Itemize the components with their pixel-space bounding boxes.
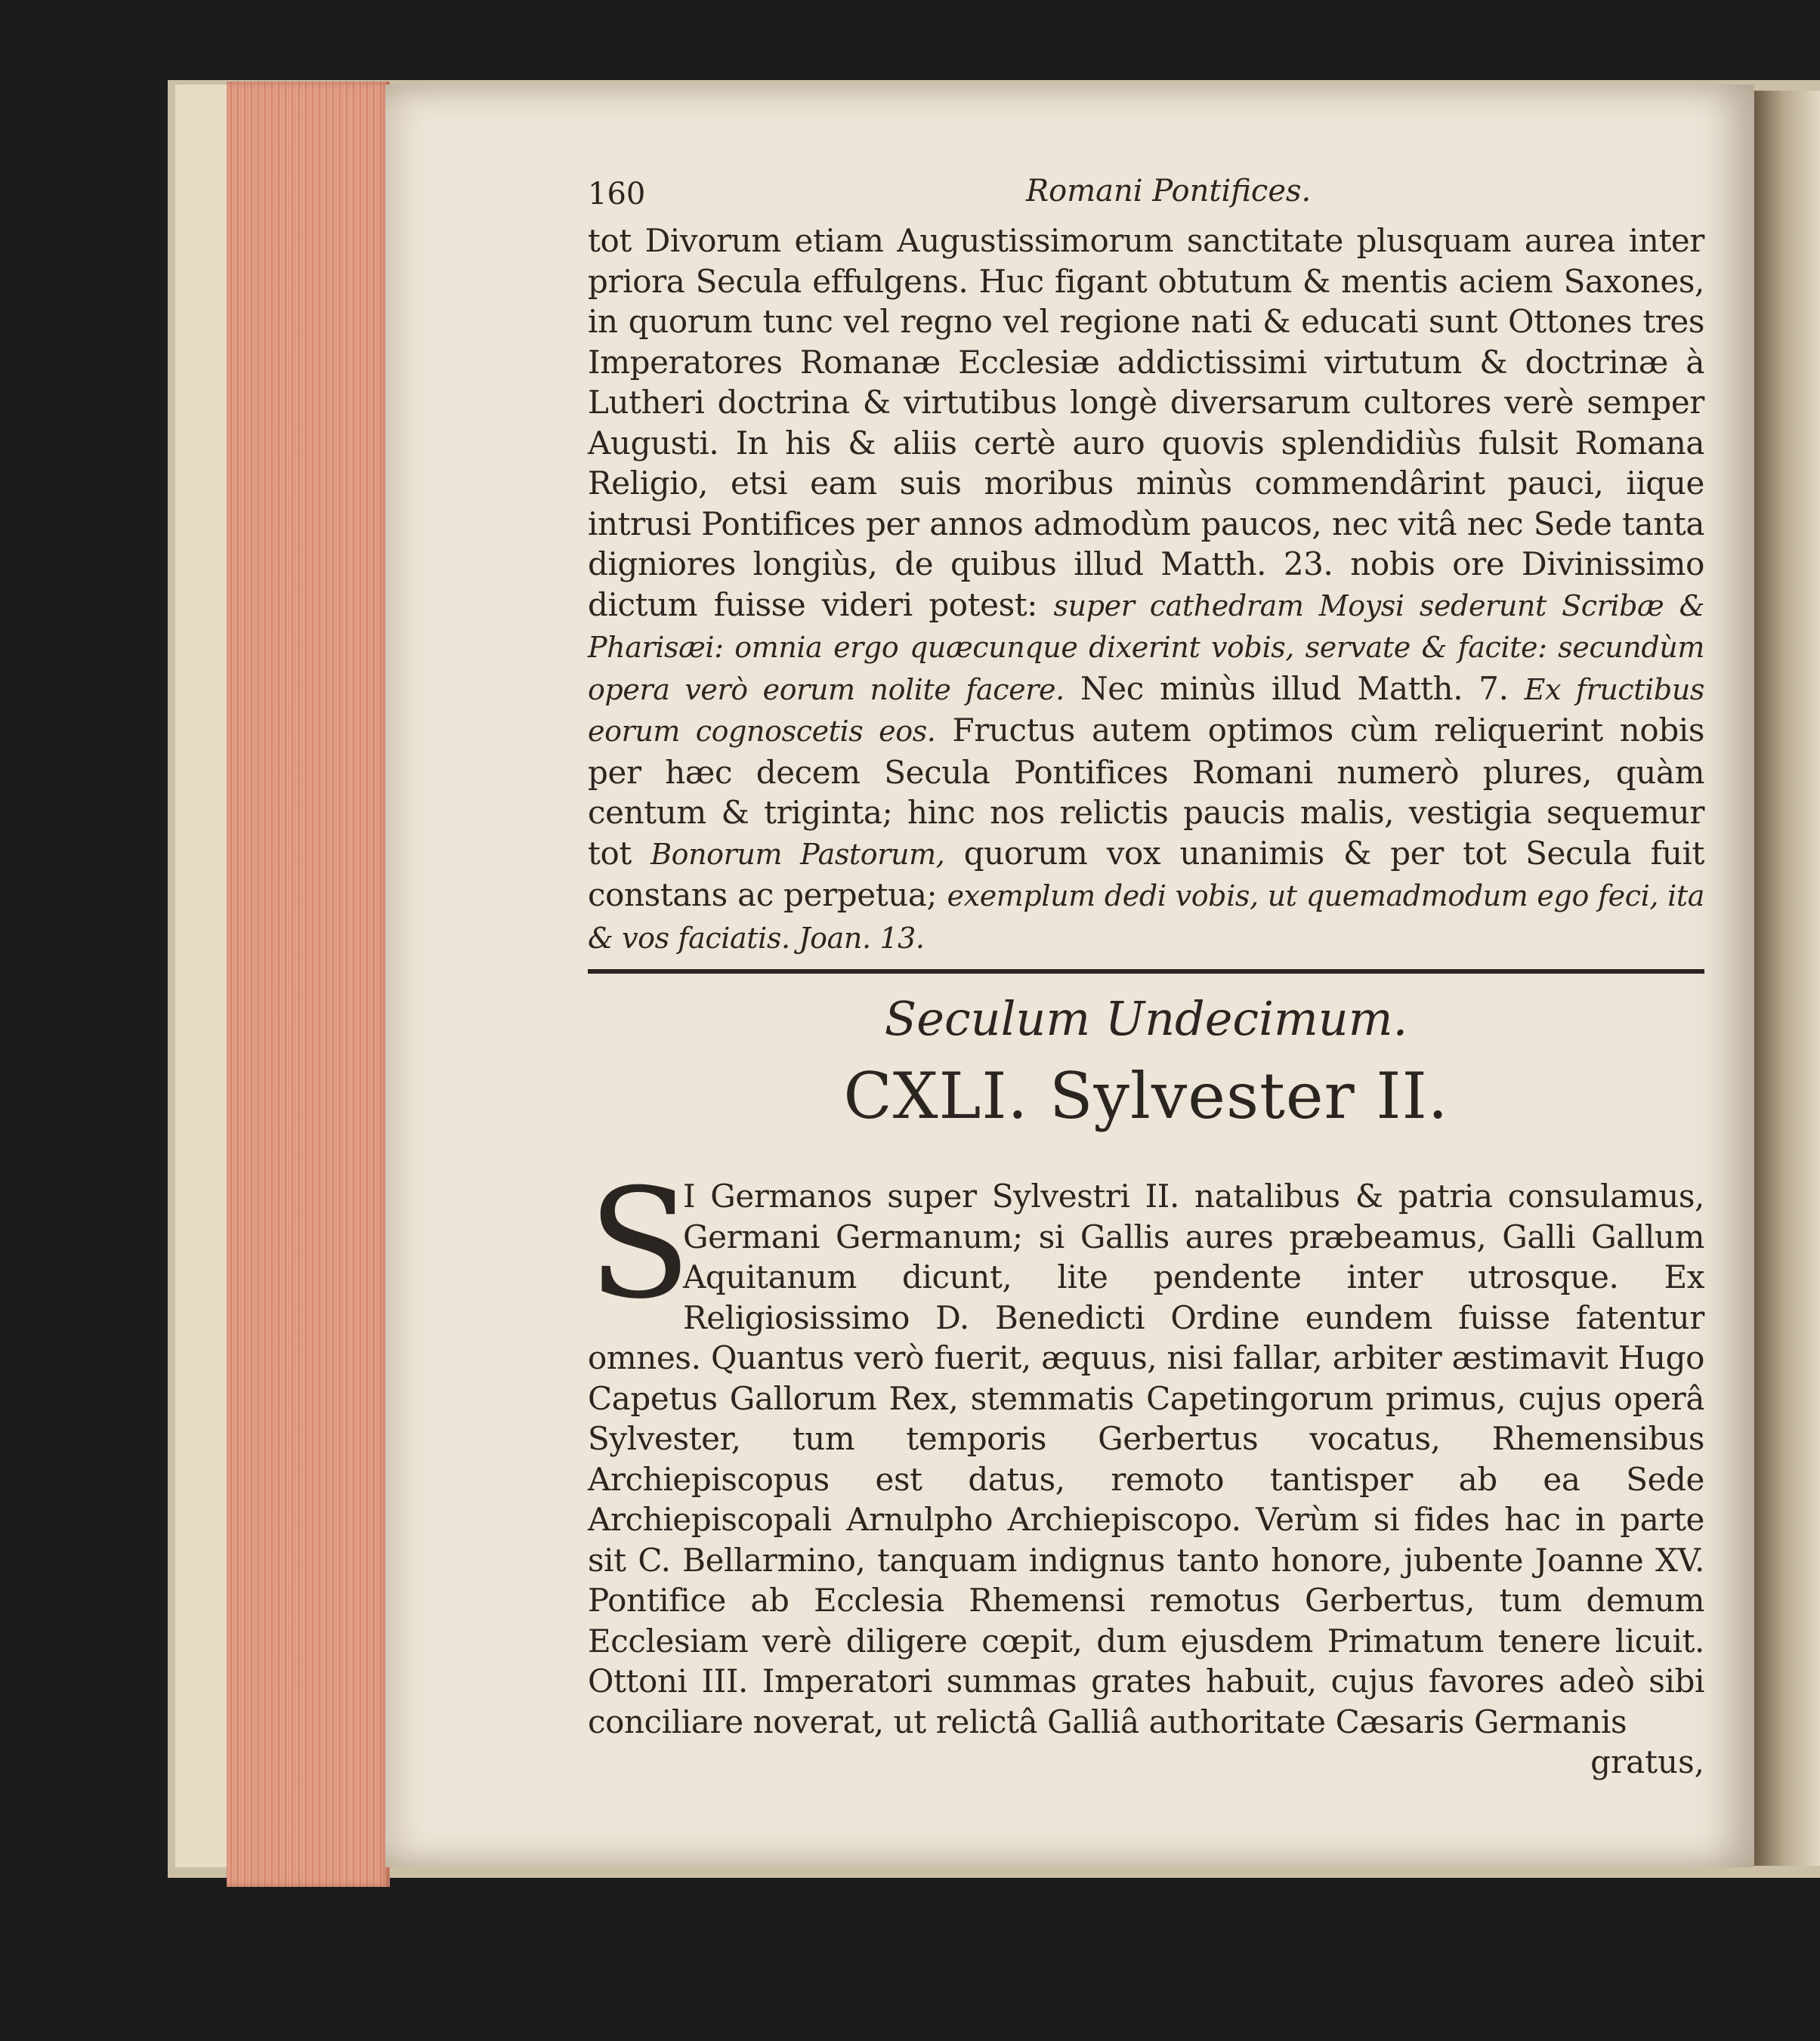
section-divider <box>588 969 1704 974</box>
paragraph-2 <box>588 1156 1704 1742</box>
catchword: gratus, <box>1590 1743 1704 1780</box>
running-title: Romani Pontifices. <box>1026 174 1312 208</box>
paragraph-1-text-d: quorum vox unanimis & per tot Secula fuit constans ac perpetua; <box>588 834 1705 913</box>
paragraph-1-quote-d: exemplum dedi vobis, ut quemadmodum ego feci, ita & vos faciatis. Joan. 13. <box>588 879 1704 955</box>
book-gutter <box>1754 91 1820 1866</box>
page-number: 160 <box>588 177 646 212</box>
paragraph-1-quote-b: Ex fructibus eorum cognoscetis eos. <box>588 672 1704 748</box>
drop-cap: S <box>588 1156 691 1332</box>
paragraph-1-text-c: Fructus autem optimos cùm reliquerint nobis per hæc decem Secula Pontifices Romani numerò plures, quàm centum & triginta; hinc nos relictis paucis malis, vestigia sequemur tot <box>588 712 1704 872</box>
page-header <box>588 168 1704 221</box>
paragraph-2-text: I Germanos super Sylvestri II. natalibus & patria consulamus, Germani Germanum; si Gallis aures præbeamus, Galli Gallum Aquitanum dicunt, lite pendente inter utrosque. Ex Religiosissimo D. Benedicti Ordine eundem fuisse fatentur omnes. Quantus verò fuerit, æquus, nisi fallar, arbiter æstimavit Hugo Capetus Gallorum Rex, stemmatis Capetingorum primus, cujus operâ Sylvester, tum temporis Gerbertus vocatus, Rhemensibus Archiepiscopus est datus, remoto tantisper ab ea Sede Archiepiscopali Arnulpho Archiepiscopo. Verùm si fides hac in parte sit C. Bellarmino, tanquam indignus tanto honore, jubente Joanne XV. Pontifice ab Ecclesia Rhemensi remotus Gerbertus, tum demum Ecclesiam verè diligere cœpit, dum ejusdem Primatum tenere licuit. Ottoni III. Imperatori summas grates habuit, cujus favores adeò sibi conciliare noverat, ut relictâ Galliâ authoritate Cæsaris Germanis <box>588 1178 1704 1740</box>
paragraph-1-text-a: tot Divorum etiam Augustissimorum sanctitate plusquam aurea inter priora Secula effulgens. Huc figant obtutum & mentis aciem Saxones, in quorum tunc vel regno vel regione nati & educati sunt Ottones tres Imperatores Romanæ Ecclesiæ addictissimi virtutum & doctrinæ à Lutheri doctrina & virtutibus longè diversarum cultores verè semper Augusti. In his & aliis certè auro quovis splendidiùs fulsit Romana Religio, etsi eam suis moribus minùs commendârint pauci, iique intrusi Pontifices per annos admodùm paucos, nec vitâ nec Sede tanta digniores longiùs, de quibus illud Matth. 23. nobis ore Divinissimo dictum fuisse videri potest: <box>588 222 1704 623</box>
paragraph-1-text-b: Nec minùs illud Matth. 7. <box>1080 669 1509 707</box>
paragraph-1 <box>588 221 1704 959</box>
pope-heading: CXLI. Sylvester II. <box>843 1059 1449 1133</box>
century-heading: Seculum Undecimum. <box>884 991 1408 1046</box>
page-text <box>588 168 1704 1783</box>
paragraph-1-quote-a: super cathedram Moysi sederunt Scribæ & Pharisæi: omnia ergo quæcunque dixerint vobis, servate & facite: secundùm opera verò eorum nolite facere. <box>588 588 1705 706</box>
paragraph-1-quote-c: Bonorum Pastorum, <box>650 837 945 871</box>
page-edges <box>227 82 390 1887</box>
